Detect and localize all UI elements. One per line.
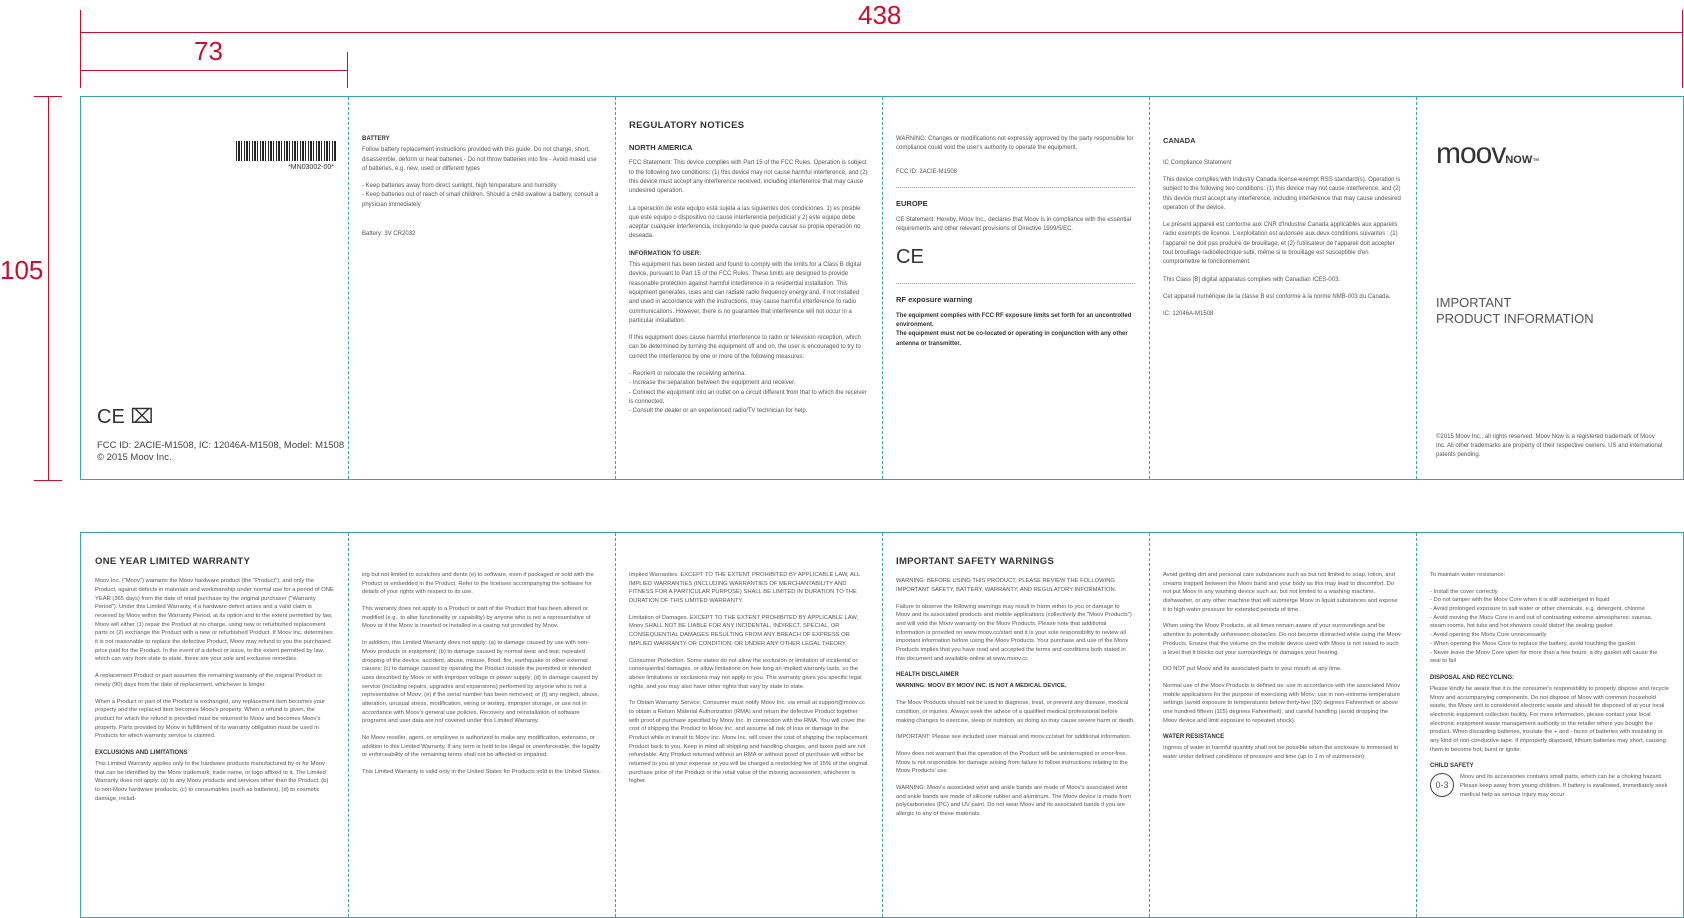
cover-title-line: IMPORTANT — [1436, 295, 1512, 310]
paragraph: This Limited Warranty is valid only in the United States for Products sold in the United States. — [362, 769, 601, 776]
paragraph: The Moov Products should not be used to diagnose, treat, or prevent any disease, medical condition, or injuries. Always seek the advice of a qualified medical professional before making changes to exercise, sleep or nutrition, as doing so may cause severe harm or death. — [896, 700, 1135, 724]
paragraph: To Obtain Warranty Service: Consumer must notify Moov Inc. via email at support@moov.cc to obtain a Return Material Authorization (RMA) and return the defective Product together with proof of purchase specified by Moov Inc. in connection with the RMA. You will cover the cost of shipping the Product to Moov Inc. and assume all risk of loss or damage to the Product while in transit to Moov Inc. Moov Inc. will cover the cost of shipping the replacement Product back to you. Keep in mind all shipping and handling charges, and taxes paid are not refundable. Any Product returned without an RMA or without proof of purchase will either be returned to you at your expense or you will be charged a restocking fee of 15% of the original purchase price of the Product or the retail value of the missing accessories, whichever is higher. — [629, 700, 868, 785]
safety-panel-2 — [1149, 533, 1416, 917]
dim-right-tick — [1682, 10, 1683, 88]
rf-text: The equipment must not be co-located or operating in conjunction with any other antenna or transmitter. — [896, 331, 1128, 347]
list-item: - Install the cover correctly — [1430, 588, 1498, 595]
ic-id: IC: 12046A-M1508 — [1163, 311, 1214, 318]
list-item: - Never leave the Moov Core open for more than a few hours; a dry gasket will cause the seal to fail — [1430, 649, 1658, 665]
spanish-statement: La operación de este equipo está sujeta a las siguientes dos condiciones: 1) es posible que este equipo o dispositivo no cause interferencia perjudicial y 2) este equipo debe aceptar cualquier interferencia, incluyendo la que pueda causar su propia operación no deseada. — [629, 205, 861, 240]
child-safety — [1430, 773, 1669, 799]
moov-logo — [1436, 131, 1539, 178]
warning-text: WARNING: Changes or modifications not expressly approved by the party responsible for compliance could void the user's authority to operate the equipment. — [896, 136, 1134, 152]
barcode-icon — [236, 141, 336, 161]
dim-fold-label: 73 — [194, 36, 223, 66]
tv-text: If this equipment does cause harmful interference to radio or television reception, which can be determined by turning the equipment off and on, the user is encouraged to try to correct the interference by one or more of the following measures: — [629, 335, 861, 360]
paragraph: A replacement Product or part assumes the remaining warranty of the original Product or ninety (90) days from the date of replacement, whichever is longer. — [95, 673, 323, 688]
paragraph: Normal use of the Moov Products is defined as: use in accordance with the associated Moov mobile applications for the purpose of exercising with Moov, use in non-extreme temperature settings (avoid exposure to temperatures below thirty-two (32) degrees Fahrenheit or above one hundred fifteen (115) degrees Fahrenheit), and careful handling (avoid dropping the Moov device and limit exposure to repeated shock). — [1163, 682, 1401, 724]
paragraph: WARNING: BEFORE USING THIS PRODUCT, PLEASE REVIEW THE FOLLOWING IMPORTANT SAFETY, BATTERY, WARRANTY, AND REGULATORY INFORMATION. — [896, 578, 1117, 593]
battery-type: Battery: 3V CR2032 — [362, 231, 416, 238]
rf-heading: RF exposure warning — [896, 295, 973, 305]
warranty-title: ONE YEAR LIMITED WARRANTY — [95, 556, 251, 567]
dim-left-tick — [80, 10, 81, 88]
water-heading: WATER RESISTANCE — [1163, 734, 1225, 741]
ic-label: IC Compliance Statement — [1163, 159, 1232, 166]
list-item: - Keep batteries away from direct sunlight, high temperature and humidity — [362, 183, 557, 190]
top-sheet — [80, 96, 1684, 480]
health-subheading: WARNING: MOOV BY MOOV INC. IS NOT A MEDICAL DEVICE. — [896, 683, 1067, 690]
list-item: - Avoid moving the Moov Core in and out of contrasting extreme atmospheres: saunas, steam rooms, hot tubs and hot showers could distort the sealing gasket — [1430, 614, 1653, 630]
paragraph: When using the Moov Products, at all times remain aware of your surroundings and be attentive to potentially unforeseen obstacles. Do not become distracted while using the Moov Products. Ensure that the volume on the mobile device used with Moov is not raised to such a level that it blocks out your surroundings or damages your hearing. — [1163, 623, 1401, 656]
exclusions-heading: EXCLUSIONS AND LIMITATIONS — [95, 749, 188, 756]
ce-mark-icon: CE — [896, 246, 924, 269]
warranty-panel-2 — [348, 533, 615, 917]
child-heading: CHILD SAFETY — [1430, 763, 1474, 770]
paragraph: In addition, this Limited Warranty does not apply: (a) to damage caused by use with non-Moov products or equipment; (b) to damage caused by normal wear and tear, repeated dropping of the device, accident, abuse, misuse, flood, fire, earthquake or other external causes; (c) to damage caused by operating the Product outside the permitted or intended uses described by Moov or with improper voltage or power supply; (d) to damage caused by service (including repairs, upgrades and expansions) performed by anyone who is not a representative of Moov; (e) if the serial number has been removed; or (f) any neglect, abuse, alteration, unusual stress, modification, wiring or testing, improper storage, or use not in accordance with Moov's general use policies. Recovery and reinstallation of software programs and user data are not covered under this Limited Warranty. — [362, 640, 600, 725]
battery-panel — [348, 97, 615, 479]
list-item: - Connect the equipment into an outlet on a circuit different from that to which the receiver is connected. — [629, 389, 867, 405]
info-heading: INFORMATION TO USER: — [629, 250, 702, 257]
list-item: - Avoid prolonged exposure to salt water or other chemicals, e.g. detergent, chlorine — [1430, 606, 1645, 613]
dim-width-line — [80, 32, 1682, 33]
child-text: Moov and its accessories contains small parts, which can be a choking hazard. Please keep away from young children. If battery is swallowed, immediately seek medical help as serious injury may occur. — [1460, 774, 1668, 798]
paragraph: ing but not limited to scratches and dents (e) to software, even if packaged or sold with the Product or embedded in the Product. Refer to the licenses accompanying the software for details of your rights with respect to its use. — [362, 572, 594, 596]
regulatory-title: REGULATORY NOTICES — [629, 120, 745, 131]
paragraph: To maintain water resistance: — [1430, 572, 1506, 578]
paragraph: Consumer Protection. Some states do not allow the exclusion or limitation of incidental or consequential damages, or allow limitations on how long an implied warranty lasts, so the above limitations or exclusions may not apply to you. This warranty gives you specific legal rights, and you may also have other rights that vary by state to state. — [629, 657, 862, 690]
fcc-info — [97, 440, 344, 465]
safety-panel — [882, 533, 1149, 917]
paragraph: Limitation of Damages. EXCEPT TO THE EXTENT PROHIBITED BY APPLICABLE LAW, Moov SHALL NOT BE LIABLE FOR ANY INCIDENTAL, INDIRECT, SPECIAL, OR CONSEQUENTIAL DAMAGES RESULTING FROM ANY BREACH OF EXPRESS OR IMPLIED WARRANTY OR CONDITION, OR UNDER ANY OTHER LEGAL THEORY. — [629, 614, 859, 647]
ic-english: This device complies with Industry Canada license-exempt RSS standard(s). Operation is subject to the following two conditions: (1) this device may not cause interference, and (2) this device must accept any interference, including interference that may cause undesired operation of the device. — [1163, 176, 1401, 211]
dim-fold-line — [80, 70, 347, 71]
canada-panel — [1149, 97, 1416, 479]
paragraph: DO NOT put Moov and its associated parts in your mouth at any time. — [1163, 666, 1342, 673]
paragraph: Moov does not warrant that the operation of the Product will be uninterrupted or error-free. Moov is not responsible for damage arising from failure to follow instructions relating to the Moov Products' use. — [896, 750, 1128, 775]
divider — [896, 283, 1135, 284]
battery-heading: BATTERY — [362, 136, 390, 142]
paragraph: This warranty does not apply to a Product or part of the Product that has been altered or modified (e.g., to alter functionality or capability) by anyone who is not a representative of Moov or if the Moov is inserted or installed in a casing not provided by Moov. — [362, 606, 591, 630]
fcc-statement: FCC Statement: This device complies with Part 15 of the FCC Rules. Operation is subject to the following two conditions: (1) this device may not cause harmful interference, and (2) this device must accept any interference received, including interference that may cause undesired operation. — [629, 160, 868, 195]
paragraph: WARNING: Moov's associated wrist and ankle bands are made of Moov's associated wrist and ankle bands are made of silicone rubber and aluminum. The Moov device is made from polycarbonates (PC) and UV paint. Do not wear Moov and its associated bands if you are allergic to any of these materials. — [896, 784, 1131, 817]
copyright-text: ©2015 Moov Inc., all rights reserved. Moov Now is a registered trademark of Moov Inc. All other trademarks are property of their respective owners. US and international patents pending. — [1436, 434, 1663, 458]
barcode-number: *MN03002-00* — [288, 164, 334, 171]
paragraph: No Moov reseller, agent, or employee is authorized to make any modification, extension, or addition to this Limited Warranty. If any term is held to be illegal or unenforceable, the legality or enforceability of the remaining terms shall not be affected or impaired. — [362, 735, 601, 759]
safety-title: IMPORTANT SAFETY WARNINGS — [896, 556, 1055, 567]
health-heading: HEALTH DISCLAIMER — [896, 672, 959, 679]
choking-hazard-icon: 0-3 — [1430, 773, 1454, 797]
divider — [896, 187, 1135, 188]
battery-list — [362, 182, 601, 210]
cover-title — [1436, 295, 1594, 328]
paragraph: Avoid getting dirt and personal care substances such as but not limited to soap, lotion, and creams trapped between the Moov band and your body as this may lead to discomfort. Do not put Moov in any washing device such as, but not limited to a washing machine, dishwasher, or any other machine that will submerge Moov in liquid substances and expose it to high water pressure for extended periods of time. — [1163, 572, 1398, 613]
front-cover-panel — [1416, 97, 1683, 479]
warranty-panel — [81, 533, 348, 917]
logo-tm: ™ — [1532, 158, 1540, 165]
compliance-marks-icon: CE ⌧ — [97, 406, 154, 428]
ce-statement: CE Statement: Hereby, Moov Inc., declares that Moov is in compliance with the essential requirements and other relevant provisions of Directive 1999/5/EC. — [896, 216, 1131, 232]
bottom-sheet — [80, 532, 1684, 918]
paragraph: This Limited Warranty applies only to the hardware products manufactured by or for Moov that can be identified by the Moov trademark, trade name, or logo affixed to it. The Limited Warranty does not apply: (a) to any Moov products and services other than the Product, (b) to non-Moov hardware products, (c) to consumables (such as batteries), (d) to cosmetic damage, includ- — [95, 760, 329, 802]
info-text: This equipment has been tested and found to comply with the limits for a Class B digital device, pursuant to Part 15 of the FCC Rules. These limits are designed to provide reasonable protection against harmful interference in a residential installation. This equipment generates, uses and can radiate radio frequency energy and, if not installed and used in accordance with the instructions, may cause harmful interference to radio communications. However, there is no guarantee that interference will not occur in a particular installation. — [629, 262, 862, 324]
paragraph: Ingress of water in harmful quantity shall not be possible when the enclosure is immersed in water under defined conditions of pressure and time (up to 1 m of submersion). — [1163, 745, 1399, 760]
fcc-line: FCC ID: 2ACIE-M1508, IC: 12046A-M1508, Model: M1508 — [97, 440, 345, 451]
list-item: - Keep batteries out of reach of small children. Should a child swallow a battery, consult a physician immediately — [362, 192, 599, 208]
logo-text: moov — [1436, 137, 1506, 170]
dim-height-line — [48, 96, 49, 480]
paragraph: Please kindly be aware that it is the consumer's responsibility to properly dispose and recycle Moov and accompanying components. Do not dispose of Moov with common household waste, the Moov unit is considered electronic waste and should be disposed of at your local electronic equipment collection facility. For more information, please contact your local electronic equipment waste management authority or the retailer where you bought the product. When discarding batteries, insulate the + and - faces of batteries with insulating or any kind of non-conductive tape. If improperly disposed, lithium batteries may short, causing them to become hot, burst or ignite. — [1430, 685, 1669, 753]
list-item: - Do not tamper with the Moov Core when it is still submerged in liquid — [1430, 597, 1610, 604]
rf-text: The equipment complies with FCC RF exposure limits set forth for an uncontrolled environment. — [896, 312, 1132, 329]
canada-heading: CANADA — [1163, 136, 1196, 145]
list-item: - Avoid opening the Moov Core unnecessarily — [1430, 632, 1547, 639]
fcc-id: FCC ID: 2ACIE-M1508 — [896, 168, 958, 175]
battery-text: Follow battery replacement instructions provided with this guide. Do not charge, short, disassemble, deform or heat batteries - Do not throw batteries into fire - Avoid mixed use of batteries, e.g. new, used or different types — [362, 147, 597, 172]
logo-now: NOW — [1505, 154, 1533, 166]
class-b: This Class [B] digital apparatus complies with Canadian ICES-003. — [1163, 276, 1341, 283]
paragraph: Failure to observe the following warnings may result in harm either to you or damage to Moov and its associated products and mobile applications (collectively the "Moov Products") and will void the Moov warranty on the Moov Products. Please note that additional information is provided on www.moov.cc/start and it is your sole responsibility to review all important information before using the Moov Products. Your purchase and use of the Moov Products implies that you have read and accepted the terms and conditions both stated in this document and available online at www.moov.cc — [896, 603, 1132, 662]
paragraph: Implied Warranties. EXCEPT TO THE EXTENT PROHIBITED BY APPLICABLE LAW, ALL IMPLIED WARRANTIES (INCLUDING WARRANTIES OF MERCHANTABILITY AND FITNESS FOR A PARTICULAR PURPOSE) SHALL BE LIMITED IN DURATION TO THE DURATION OF THIS LIMITED WARRANTY. — [629, 572, 860, 605]
paragraph: When a Product or part of the Product is exchanged, any replacement item becomes your property and the replaced item becomes Moov's property. When a refund is given, the product for which the refund is provided must be returned to Moov and becomes Moov's property. Parts provided by Moov in fulfillment of its warranty obligation must be used in Products for which warranty service is claimed. — [95, 698, 326, 740]
class-b-french: Cet appareil numérique de la classe B est conforme à la norme NMB-003 du Canada. — [1163, 293, 1391, 300]
ic-french: Le présent appareil est conforme aux CNR d'Industrie Canada applicables aux appareils radio exempts de licence. L'exploitation est autorisée aux deux conditions suivantes : (1) l'appareil ne doit pas produire de brouillage, et (2) l'utilisateur de l'appareil doit accepter tout brouillage radioélectrique subi, même si le brouillage est susceptible d'en compromettre le fonctionnement. — [1163, 222, 1398, 266]
water-list — [1430, 588, 1669, 666]
disposal-heading: DISPOSAL AND RECYCLING: — [1430, 674, 1515, 681]
measures-list — [629, 370, 868, 416]
back-cover-panel — [81, 97, 348, 479]
paragraph: IMPORTANT: Please see included user manual and moov.cc/start for additional information. — [896, 734, 1132, 741]
europe-heading: EUROPE — [896, 198, 928, 208]
list-item: - When opening the Moov Core to replace the battery, avoid touching the gasket — [1430, 640, 1636, 647]
cover-title-line: PRODUCT INFORMATION — [1436, 311, 1594, 327]
warranty-panel-3 — [615, 533, 882, 917]
dim-height-bottom-tick — [34, 480, 62, 481]
list-item: - Consult the dealer or an experienced radio/TV technician for help. — [629, 408, 808, 415]
dim-fold-tick — [347, 52, 348, 88]
paragraph: Moov Inc. ("Moov") warrants the Moov hardware product (the "Product"), and only the Product, against defects in materials and workmanship under normal use for a period of ONE YEAR (365 days) from the date of retail purchase by the original purchaser ("Warranty Period"). Under this Limited Warranty, if a hardware defect arises and a valid claim is received by Moov within the Warranty Period, at its option and to the extent permitted by law, Moov will either (1) repair the Product at no charge, using new or refurbished replacement parts or (2) exchange the Product with a new or refurbished Product. If Moov Inc. determines it is not reasonable to replace the defective Product, Moov may refund to you the purchased price paid for the Product. In the event of a defect or issue, to the extent permitted by law, which can vary from state to state, these are your sole and exclusive remedies. — [95, 578, 334, 663]
dim-height-label: 105 — [0, 255, 44, 285]
list-item: - Reorient or relocate the receiving antenna. — [629, 370, 747, 377]
europe-panel — [882, 97, 1149, 479]
regulatory-panel — [615, 97, 882, 479]
list-item: - Increase the separation between the equipment and receiver. — [629, 380, 796, 387]
safety-panel-3 — [1416, 533, 1683, 917]
copyright-line: © 2015 Moov Inc. — [97, 452, 172, 464]
north-america-heading: NORTH AMERICA — [629, 142, 693, 152]
dim-width-label: 438 — [858, 0, 902, 30]
